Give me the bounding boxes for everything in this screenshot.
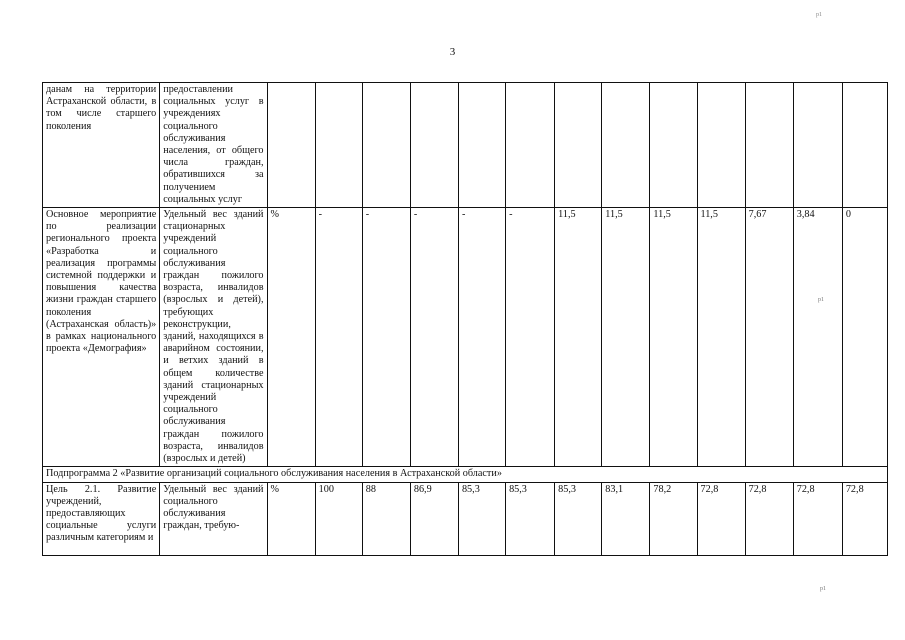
corner-mark: р1 bbox=[816, 12, 822, 18]
activity-cell: Основное мероприятие по реализации регионального проекта «Разработка и реализация программы системной поддержки и повышения качества жизни граждан старшего поколения (Астраханская область)» в рамках национального проекта «Демография» bbox=[43, 208, 160, 467]
indicator-cell: Удельный вес зданий стационарных учреждений социального обслуживания граждан пожилого возраста, инвалидов (взрослых и детей), требующих реконструкции, зданий, находящихся в аварийном состоянии, и ветхих зданий в общем количестве зданий стационарных учреждений социального обслуживания граждан пожилого возраста, инвалидов (взрослых и детей) bbox=[160, 208, 267, 467]
table-row bbox=[43, 482, 888, 555]
value-cell bbox=[506, 83, 555, 208]
value-cell bbox=[650, 83, 697, 208]
value-cell: 88 bbox=[362, 482, 410, 555]
value-cell: - bbox=[506, 208, 555, 467]
subprogram-title: Подпрограмма 2 «Развитие организаций социального обслуживания населения в Астраханской области» bbox=[43, 467, 888, 482]
value-cell: 11,5 bbox=[650, 208, 697, 467]
value-cell: - bbox=[362, 208, 410, 467]
page-number: 3 bbox=[449, 46, 456, 58]
unit-cell: % bbox=[267, 482, 315, 555]
value-cell: 72,8 bbox=[697, 482, 745, 555]
value-cell bbox=[410, 83, 458, 208]
value-cell: 72,8 bbox=[842, 482, 887, 555]
indicator-cell: Удельный вес зданий социального обслуживания граждан, требую- bbox=[160, 482, 267, 555]
value-cell: 86,9 bbox=[410, 482, 458, 555]
value-cell: 7,67 bbox=[745, 208, 793, 467]
value-cell: 78,2 bbox=[650, 482, 697, 555]
value-cell: - bbox=[315, 208, 362, 467]
value-cell: - bbox=[458, 208, 505, 467]
value-cell bbox=[315, 83, 362, 208]
value-cell: 72,8 bbox=[793, 482, 842, 555]
value-cell bbox=[362, 83, 410, 208]
value-cell: 85,3 bbox=[506, 482, 555, 555]
value-cell: - bbox=[410, 208, 458, 467]
indicators-table bbox=[42, 82, 888, 556]
value-cell: 3,84 bbox=[793, 208, 842, 467]
activity-cell: данам на территории Астраханской области, в том числе старшего поколения bbox=[43, 83, 160, 208]
activity-cell: Цель 2.1. Развитие учреждений, предоставляющих социальные услуги различным категориям и bbox=[43, 482, 160, 555]
value-cell bbox=[842, 83, 887, 208]
value-cell: 11,5 bbox=[602, 208, 650, 467]
unit-cell bbox=[267, 83, 315, 208]
value-cell bbox=[697, 83, 745, 208]
value-cell bbox=[458, 83, 505, 208]
value-cell: 83,1 bbox=[602, 482, 650, 555]
value-cell: 11,5 bbox=[697, 208, 745, 467]
value-cell: 100 bbox=[315, 482, 362, 555]
scan-mark: р1 bbox=[818, 297, 824, 303]
value-cell: 0 bbox=[842, 208, 887, 467]
value-cell: 85,3 bbox=[555, 482, 602, 555]
value-cell bbox=[602, 83, 650, 208]
value-cell bbox=[745, 83, 793, 208]
value-cell: 11,5 bbox=[555, 208, 602, 467]
unit-cell: % bbox=[267, 208, 315, 467]
indicator-cell: предоставлении социальных услуг в учреждениях социального обслуживания населения, от общего числа граждан, обратившихся за получением социальных услуг bbox=[160, 83, 267, 208]
scan-mark: р1 bbox=[820, 586, 826, 592]
value-cell bbox=[793, 83, 842, 208]
table-row bbox=[43, 208, 888, 467]
value-cell: 72,8 bbox=[745, 482, 793, 555]
value-cell bbox=[555, 83, 602, 208]
subprogram-row bbox=[43, 467, 888, 482]
table-row bbox=[43, 83, 888, 208]
value-cell: 85,3 bbox=[458, 482, 505, 555]
